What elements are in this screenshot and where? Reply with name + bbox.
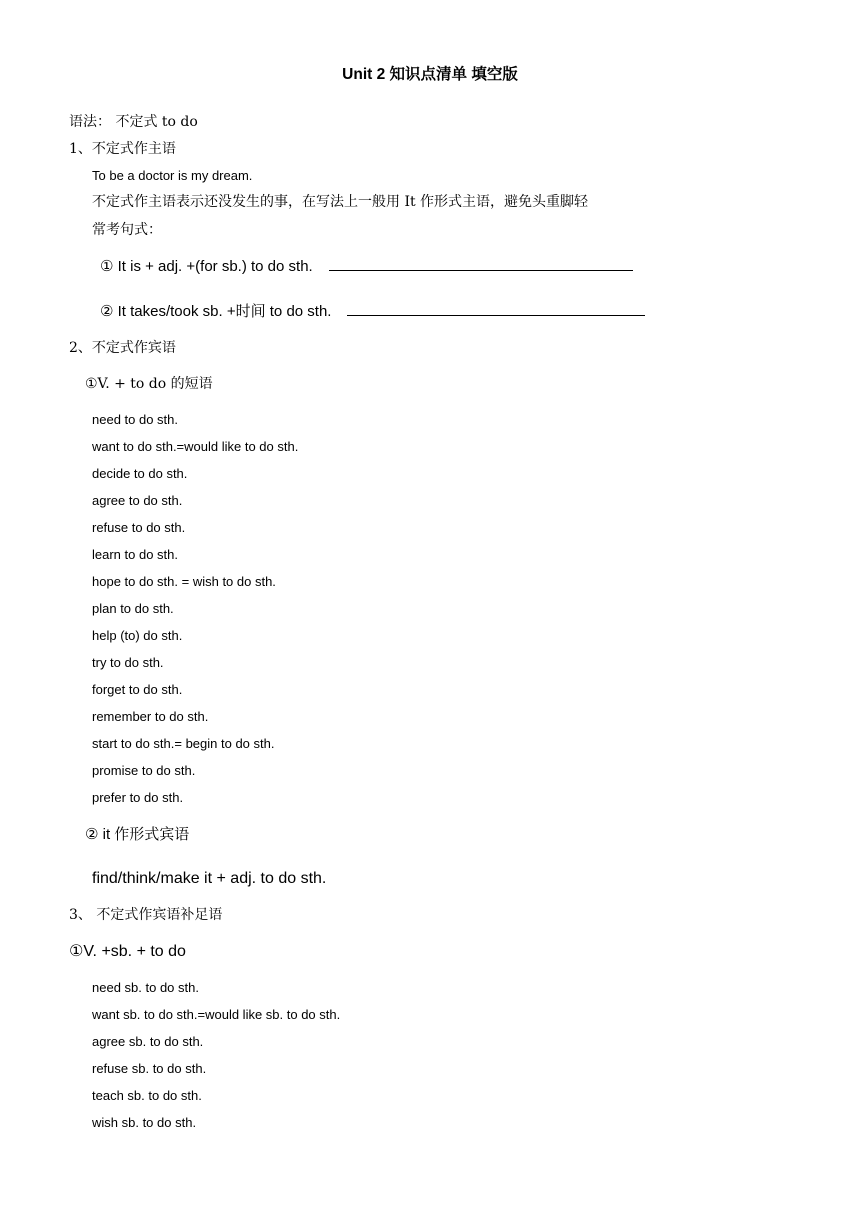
section2-sub2-example: find/think/make it + adj. to do sth. [92,870,327,887]
section2-sub2: ② it 作形式宾语 [85,826,190,843]
section1-heading: 1、不定式作主语 [69,141,176,157]
answer-blank-1[interactable] [329,269,633,271]
section3-phrase: wish sb. to do sth. [92,1115,197,1130]
section2-phrase: plan to do sth. [92,601,174,616]
answer-blank-2[interactable] [347,314,645,316]
section3-phrase: want sb. to do sth.=would like sb. to do sth. [92,1007,341,1022]
section2-phrase: hope to do sth. = wish to do sth. [92,574,276,589]
section2-phrase: prefer to do sth. [92,790,184,805]
page-title: Unit 2 知识点清单 填空版 [342,66,518,83]
section2-phrase: help (to) do sth. [92,628,183,643]
pattern-1 [100,259,633,274]
section3-phrase: refuse sb. to do sth. [92,1061,207,1076]
section1-note: 不定式作主语表示还没发生的事，在写法上一般用 It 作形式主语，避免头重脚轻 [92,194,589,210]
section3-phrase: need sb. to do sth. [92,980,199,995]
pattern-2-text: ② It takes/took sb. +时间 to do sth. [100,303,332,320]
section1-pattern-intro: 常考句式： [92,222,162,238]
grammar-heading: 语法： 不定式 to do [69,114,198,130]
pattern-2 [100,304,645,319]
section3-phrase: agree sb. to do sth. [92,1034,204,1049]
section3-phrase: teach sb. to do sth. [92,1088,202,1103]
pattern-1-text: ① It is + adj. +(for sb.) to do sth. [100,258,313,275]
section2-phrase: forget to do sth. [92,682,183,697]
section3-heading: 3、 不定式作宾语补足语 [69,907,223,923]
section2-phrase: promise to do sth. [92,763,196,778]
section2-phrase: try to do sth. [92,655,164,670]
section2-phrase: agree to do sth. [92,493,183,508]
section2-phrase: want to do sth.=would like to do sth. [92,439,299,454]
section2-phrase: remember to do sth. [92,709,209,724]
section2-heading: 2、不定式作宾语 [69,340,176,356]
section2-phrase: learn to do sth. [92,547,178,562]
section3-sub1: ①V. +sb. + to do [69,943,186,960]
section2-phrase: refuse to do sth. [92,520,186,535]
section2-phrase: start to do sth.= begin to do sth. [92,736,275,751]
section2-phrase: decide to do sth. [92,466,188,481]
section2-sub1: ①V. + to do 的短语 [85,376,213,392]
section2-phrase: need to do sth. [92,412,179,427]
section1-example: To be a doctor is my dream. [92,168,253,183]
